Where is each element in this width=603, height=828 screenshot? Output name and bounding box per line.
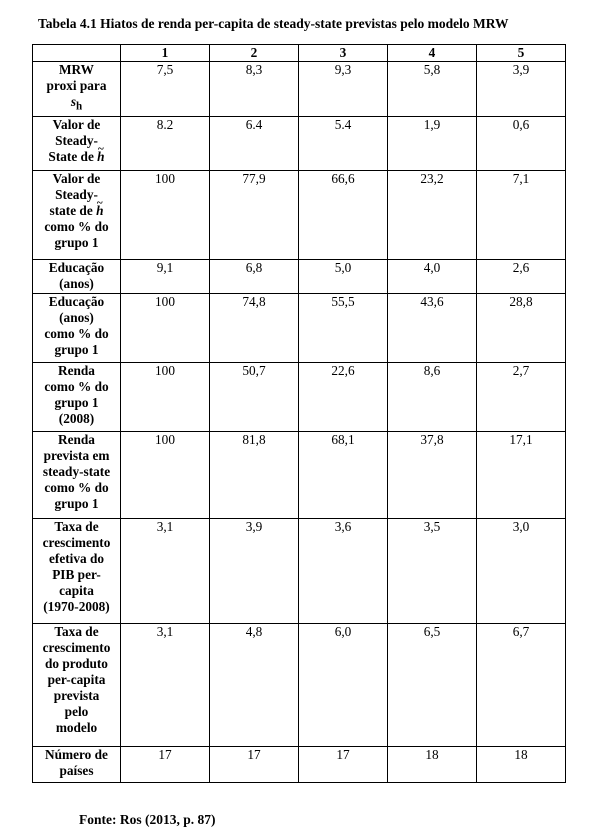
table-row xyxy=(33,294,566,363)
table-row xyxy=(33,747,566,783)
table-cell: 5,0 xyxy=(299,260,388,294)
row-label-line: Educação xyxy=(48,260,105,275)
table-cell: 7,5 xyxy=(121,62,210,117)
column-header: 5 xyxy=(477,45,566,62)
column-header: 1 xyxy=(121,45,210,62)
table-cell: 4,0 xyxy=(388,260,477,294)
row-label-line: Steady- xyxy=(55,133,98,148)
row-label-line: como % do xyxy=(44,480,109,495)
row-label xyxy=(33,171,121,260)
table-cell: 18 xyxy=(477,747,566,783)
row-label-line: Steady- xyxy=(55,187,98,202)
row-label xyxy=(33,747,121,783)
row-label-line: crescimento xyxy=(42,535,111,550)
table-row xyxy=(33,624,566,747)
table-cell: 6,0 xyxy=(299,624,388,747)
row-label-line: per-capita xyxy=(47,672,106,687)
table-cell: 3,6 xyxy=(299,519,388,624)
table-cell: 17 xyxy=(299,747,388,783)
table-row xyxy=(33,363,566,432)
table-cell: 2,7 xyxy=(477,363,566,432)
row-label-line: Taxa de xyxy=(54,519,99,534)
row-label-line: grupo 1 xyxy=(54,496,99,511)
row-label-line: como % do xyxy=(44,219,109,234)
row-label-symbol-line xyxy=(35,149,118,165)
table-row xyxy=(33,519,566,624)
table-cell: 18 xyxy=(388,747,477,783)
table-cell: 3,5 xyxy=(388,519,477,624)
table-cell: 9,3 xyxy=(299,62,388,117)
row-label-line: Número de xyxy=(45,747,108,762)
header-corner-cell xyxy=(33,45,121,62)
table-cell: 3,9 xyxy=(477,62,566,117)
table-cell: 50,7 xyxy=(210,363,299,432)
row-label-line: prevista xyxy=(53,688,100,703)
column-header: 2 xyxy=(210,45,299,62)
table-cell: 6,8 xyxy=(210,260,299,294)
table-cell: 77,9 xyxy=(210,171,299,260)
row-label-line: capita xyxy=(59,583,94,598)
row-label-line: crescimento xyxy=(42,640,111,655)
row-label xyxy=(33,432,121,519)
row-label-line: modelo xyxy=(55,720,98,735)
row-label-line: como % do xyxy=(44,326,109,341)
table-cell: 43,6 xyxy=(388,294,477,363)
table-cell: 8.2 xyxy=(121,117,210,171)
table-row xyxy=(33,117,566,171)
row-label-line: (anos) xyxy=(59,310,94,325)
row-label xyxy=(33,260,121,294)
table-cell: 9,1 xyxy=(121,260,210,294)
row-label-line: Educação xyxy=(48,294,105,309)
table-cell: 74,8 xyxy=(210,294,299,363)
row-label-line: prevista em xyxy=(43,448,110,463)
table-cell: 6,5 xyxy=(388,624,477,747)
row-label-line: Renda xyxy=(58,432,95,447)
row-label-line: PIB per- xyxy=(52,567,101,582)
table-cell: 81,8 xyxy=(210,432,299,519)
table-title: Tabela 4.1 Hiatos de renda per-capita de steady-state previstas pelo modelo MRW xyxy=(38,16,509,31)
table-cell: 17 xyxy=(121,747,210,783)
table-cell: 0,6 xyxy=(477,117,566,171)
row-label xyxy=(33,519,121,624)
row-label-line: proxi para xyxy=(46,78,107,93)
row-label xyxy=(33,363,121,432)
table-cell: 7,1 xyxy=(477,171,566,260)
row-label-line: Valor de xyxy=(52,117,101,132)
table-cell: 100 xyxy=(121,171,210,260)
table-cell: 8,3 xyxy=(210,62,299,117)
row-label xyxy=(33,294,121,363)
table-row xyxy=(33,260,566,294)
table-cell: 23,2 xyxy=(388,171,477,260)
table-cell: 1,9 xyxy=(388,117,477,171)
row-label-line: grupo 1 xyxy=(54,342,99,357)
table-row xyxy=(33,432,566,519)
table-cell: 100 xyxy=(121,432,210,519)
row-label-line: Valor de xyxy=(52,171,101,186)
table-cell: 5,8 xyxy=(388,62,477,117)
row-label xyxy=(33,624,121,747)
row-label-symbol-line xyxy=(35,203,118,219)
table-cell: 17 xyxy=(210,747,299,783)
row-label-line: grupo 1 xyxy=(54,395,99,410)
table-cell: 4,8 xyxy=(210,624,299,747)
table-cell: 100 xyxy=(121,294,210,363)
row-label xyxy=(33,117,121,171)
row-label-line: (1970-2008) xyxy=(43,599,110,614)
row-label-line: do produto xyxy=(45,656,108,671)
table-cell: 8,6 xyxy=(388,363,477,432)
table-cell: 6,7 xyxy=(477,624,566,747)
table-cell: 22,6 xyxy=(299,363,388,432)
table-cell: 3,1 xyxy=(121,624,210,747)
row-label-line: Renda xyxy=(58,363,95,378)
table-cell: 66,6 xyxy=(299,171,388,260)
row-label-symbol-line xyxy=(35,94,118,115)
table-cell: 55,5 xyxy=(299,294,388,363)
row-label-line: steady-state xyxy=(42,464,111,479)
column-header: 4 xyxy=(388,45,477,62)
table-cell: 100 xyxy=(121,363,210,432)
symbol-h-tilde: ~ h xyxy=(97,149,104,165)
table-cell: 6.4 xyxy=(210,117,299,171)
table-cell: 28,8 xyxy=(477,294,566,363)
row-label-line: MRW xyxy=(59,62,94,77)
table-cell: 5.4 xyxy=(299,117,388,171)
table-cell: 3,9 xyxy=(210,519,299,624)
table-row xyxy=(33,171,566,260)
table-row xyxy=(33,62,566,117)
row-label-prefix: state de xyxy=(49,203,97,218)
column-header: 3 xyxy=(299,45,388,62)
row-label-prefix: State de xyxy=(48,149,98,164)
row-label-line: como % do xyxy=(44,379,109,394)
income-gap-table xyxy=(32,44,566,783)
table-cell: 3,0 xyxy=(477,519,566,624)
table-cell: 37,8 xyxy=(388,432,477,519)
row-label-line: países xyxy=(59,763,94,778)
table-source: Fonte: Ros (2013, p. 87) xyxy=(79,812,216,827)
symbol-h-tilde: ~ h xyxy=(96,203,103,219)
row-label-line: (2008) xyxy=(58,411,95,426)
row-label-line: Taxa de xyxy=(54,624,99,639)
table-cell: 3,1 xyxy=(121,519,210,624)
symbol-s: s xyxy=(70,94,76,109)
table-cell: 2,6 xyxy=(477,260,566,294)
symbol-subscript: h xyxy=(76,100,83,113)
row-label-line: pelo xyxy=(64,704,89,719)
table-header-row xyxy=(33,45,566,62)
table-cell: 17,1 xyxy=(477,432,566,519)
row-label-line: grupo 1 xyxy=(54,235,99,250)
row-label-line: efetiva do xyxy=(48,551,105,566)
row-label xyxy=(33,62,121,117)
row-label-line: (anos) xyxy=(59,276,94,291)
table-cell: 68,1 xyxy=(299,432,388,519)
